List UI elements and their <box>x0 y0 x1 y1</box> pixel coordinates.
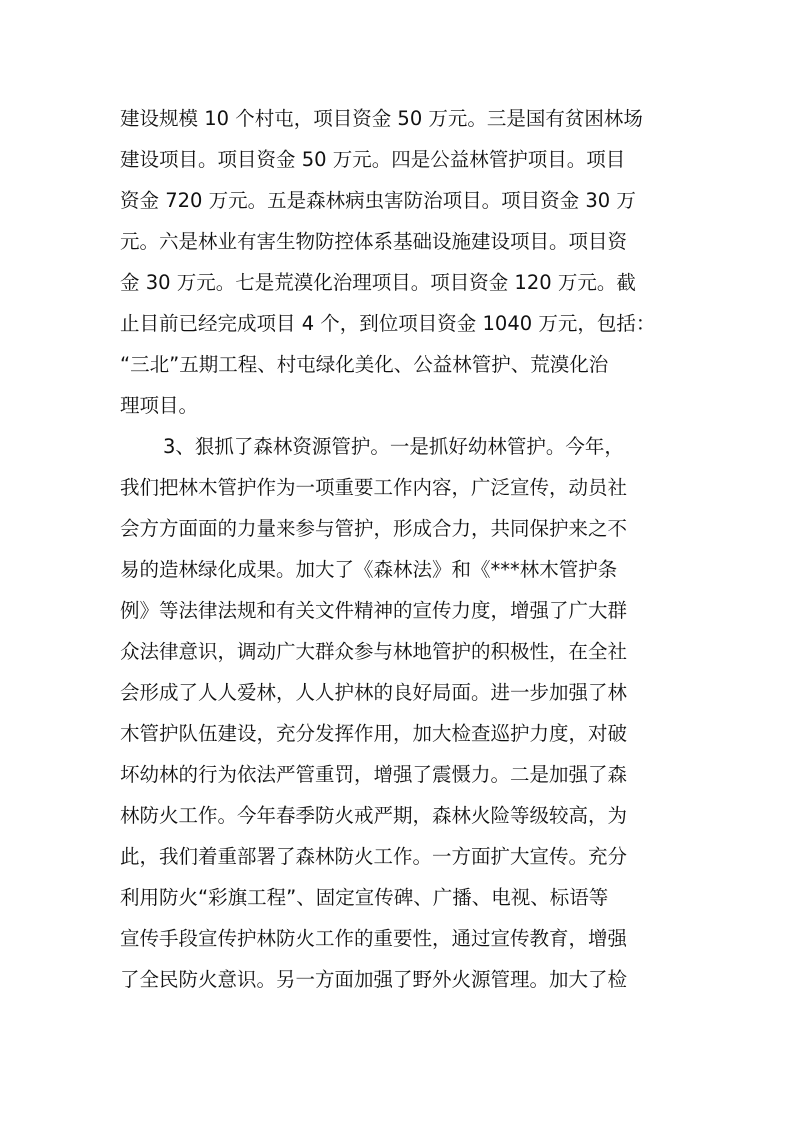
text-line: 宣传手段宣传护林防火工作的重要性，通过宣传教育，增强 <box>120 927 628 950</box>
text-line: 理项目。 <box>120 394 199 417</box>
text-line: 止目前已经完成项目 4 个，到位项目资金 1040 万元，包括： <box>120 312 656 335</box>
text-line: “三北”五期工程、村屯绿化美化、公益林管护、荒漠化治 <box>120 353 609 376</box>
text-line: 了全民防火意识。另一方面加强了野外火源管理。加大了检 <box>120 968 628 991</box>
text-line: 例》等法律法规和有关文件精神的宣传力度，增强了广大群 <box>120 599 628 622</box>
text-line: 会方方面面的力量来参与管护，形成合力，共同保护来之不 <box>120 517 628 540</box>
text-line: 会形成了人人爱林，人人护林的良好局面。进一步加强了林 <box>120 681 628 704</box>
text-line: 元。六是林业有害生物防控体系基础设施建设项目。项目资 <box>120 230 628 253</box>
text-line: 坏幼林的行为依法严管重罚，增强了震慑力。二是加强了森 <box>120 763 628 786</box>
text-line: 资金 720 万元。五是森林病虫害防治项目。项目资金 30 万 <box>120 189 636 212</box>
text-line: 林防火工作。今年春季防火戒严期，森林火险等级较高，为 <box>120 804 628 827</box>
text-line: 众法律意识，调动广大群众参与林地管护的积极性，在全社 <box>120 640 628 663</box>
text-line: 利用防火“彩旗工程”、固定宣传碑、广播、电视、标语等 <box>120 886 609 909</box>
text-line: 易的造林绿化成果。加大了《森林法》和《***林木管护条 <box>120 558 618 581</box>
text-line: 我们把林木管护作为一项重要工作内容，广泛宣传，动员社 <box>120 476 628 499</box>
text-line: 此，我们着重部署了森林防火工作。一方面扩大宣传。充分 <box>120 845 628 868</box>
text-line: 木管护队伍建设，充分发挥作用，加大检查巡护力度，对破 <box>120 722 628 745</box>
body-text <box>120 98 680 1000</box>
text-line: 建设项目。项目资金 50 万元。四是公益林管护项目。项目 <box>120 148 626 171</box>
paragraph-start-line: 3、狠抓了森林资源管护。一是抓好幼林管护。今年， <box>163 435 624 458</box>
text-line: 建设规模 10 个村屯，项目资金 50 万元。三是国有贫困林场 <box>120 107 643 130</box>
text-line: 金 30 万元。七是荒漠化治理项目。项目资金 120 万元。截 <box>120 271 636 294</box>
